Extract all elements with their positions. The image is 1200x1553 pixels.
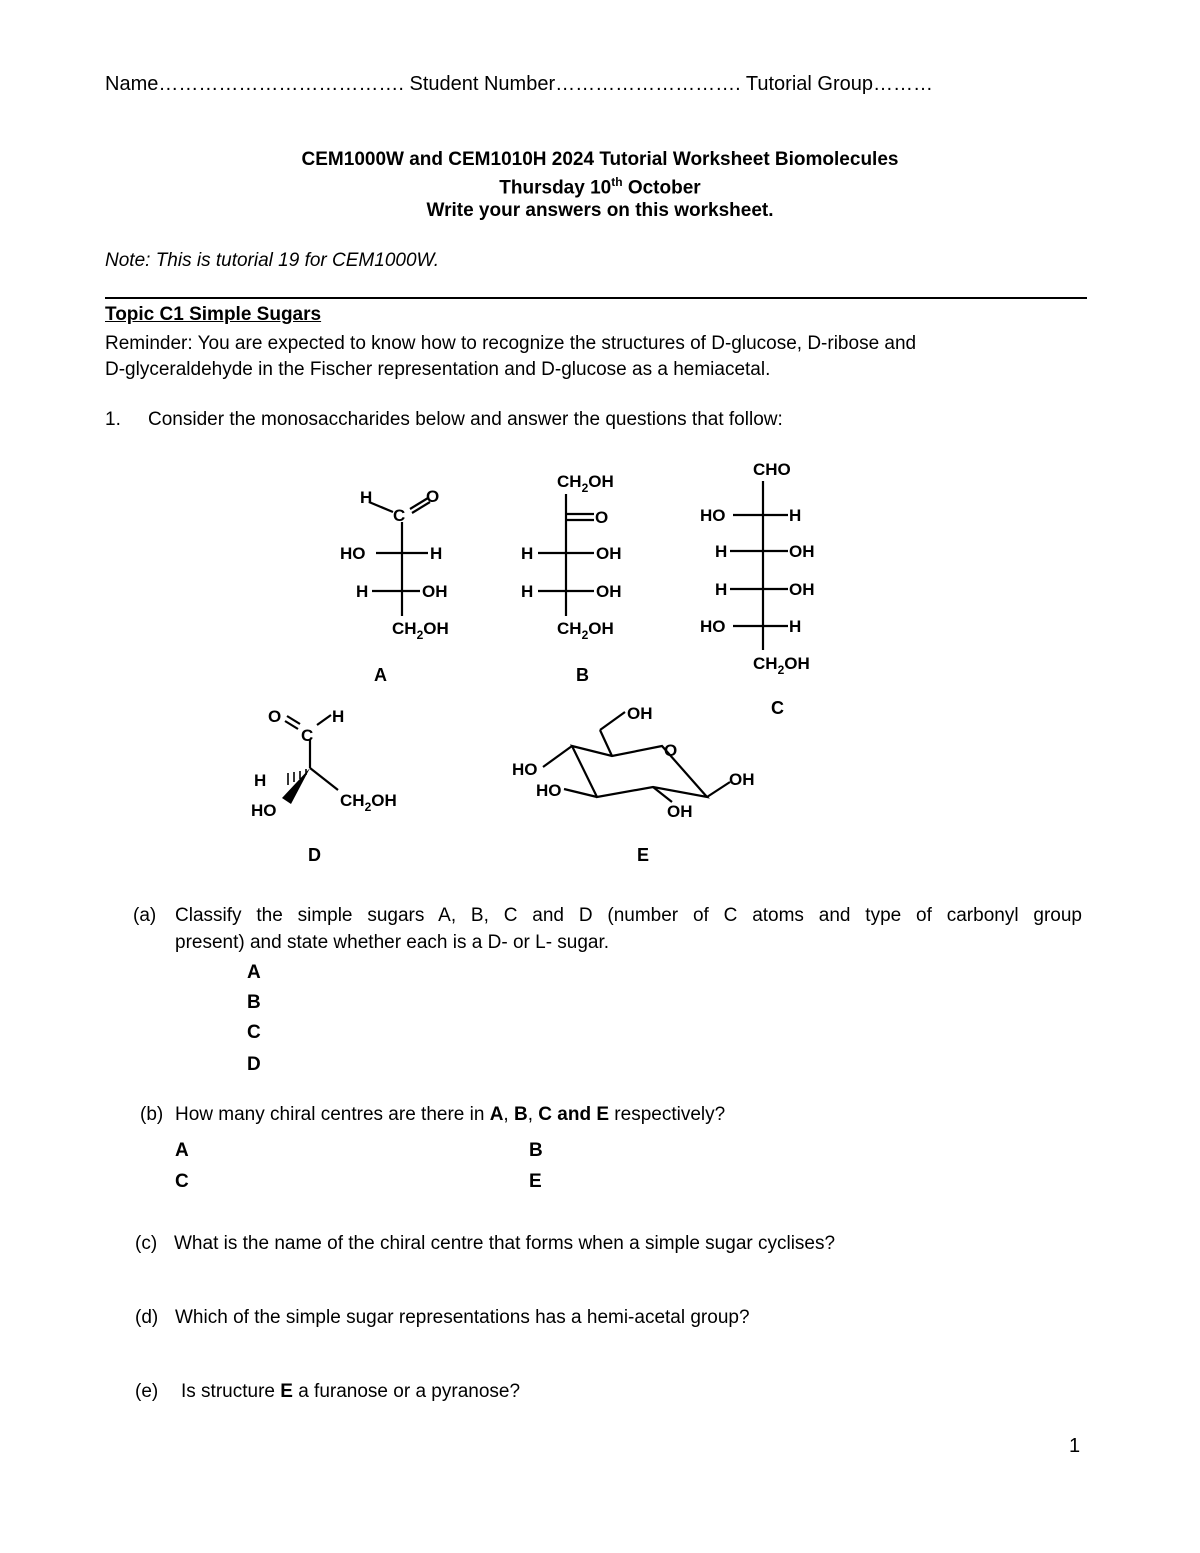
D-wedge-HO: HO <box>251 801 277 820</box>
C-row1-left: HO <box>700 506 726 525</box>
B-row2-left: H <box>521 582 534 601</box>
question-1-text: Consider the monosaccharides below and answer the questions that follow: <box>148 409 783 430</box>
D-label: D <box>308 845 321 865</box>
part-e-text-2: a furanose or a pyranose? <box>292 1381 521 1402</box>
part-b-answer-B: B <box>529 1140 543 1161</box>
B-label: B <box>576 665 589 685</box>
A-row1-right: H <box>430 544 443 563</box>
topic-heading: Topic C1 Simple Sugars <box>105 304 322 325</box>
reminder-line-1: Reminder: You are expected to know how to recognize the structures of D-glucose, D-ribose and <box>105 333 917 354</box>
C-row3-left: H <box>715 580 728 599</box>
part-b-bold-B: B <box>513 1104 528 1125</box>
B-ketone-O: O <box>595 508 609 527</box>
part-b-answer-A: A <box>175 1140 189 1161</box>
tutorial-group-field[interactable]: ……… <box>872 73 933 95</box>
A-row2-left: H <box>356 582 369 601</box>
C-row2-left: H <box>715 542 728 561</box>
part-b-bold-C-E: C and E <box>538 1104 610 1125</box>
part-d-question: Which of the simple sugar representations has a hemi-acetal group? <box>175 1307 750 1328</box>
part-c-label: (c) <box>135 1233 158 1254</box>
part-a-answer-A: A <box>247 962 261 983</box>
part-a-answer-C: C <box>247 1022 261 1043</box>
part-d-label: (d) <box>135 1307 159 1328</box>
part-e-label: (e) <box>135 1381 159 1402</box>
name-label: Name <box>105 73 159 95</box>
A-row1-left: HO <box>340 544 366 563</box>
part-b-question <box>175 1105 725 1124</box>
D-carbonyl-C: C <box>301 726 314 745</box>
part-c-question: What is the name of the chiral centre that forms when a simple sugar cyclises? <box>174 1233 836 1254</box>
E-top-OH: OH <box>627 704 653 723</box>
part-b-text-1: How many chiral centres are there in <box>175 1104 490 1125</box>
part-a-answer-B: B <box>247 992 261 1013</box>
C-row3-right: OH <box>789 580 815 599</box>
page-number: 1 <box>1069 1435 1081 1457</box>
D-carbonyl-O: O <box>268 707 282 726</box>
part-b-label: (b) <box>140 1104 164 1125</box>
E-label: E <box>637 845 650 865</box>
part-a-answer-D: D <box>247 1054 261 1075</box>
part-a-line-1: Classify the simple sugars A, B, C and D (number of C atoms and type of carbonyl group <box>175 905 1082 926</box>
B-row2-right: OH <box>596 582 622 601</box>
D-CH2OH: $CH_2OH$ <box>340 791 397 814</box>
document-title: CEM1000W and CEM1010H 2024 Tutorial Worksheet Biomolecules <box>301 149 899 170</box>
part-b-text-3: , <box>527 1104 539 1125</box>
C-label: C <box>771 698 784 718</box>
E-left-HO: HO <box>512 760 538 779</box>
B-row1-right: OH <box>596 544 622 563</box>
C-row1-right: H <box>789 506 802 525</box>
C-row2-right: OH <box>789 542 815 561</box>
tutorial-group-label: Tutorial Group <box>740 73 873 95</box>
part-a-text-line-2: present) and state whether each is a D- or L- sugar. <box>175 932 610 953</box>
A-top-H: H <box>360 488 373 507</box>
E-right-OH: OH <box>729 770 755 789</box>
A-bottom: $CH_2OH$ <box>392 619 449 642</box>
part-b-text-2: , <box>503 1104 514 1125</box>
document-instruction: Write your answers on this worksheet. <box>426 200 774 221</box>
E-bottom-OH: OH <box>667 802 693 821</box>
part-b-text-4: respectively? <box>609 1104 726 1125</box>
E-ring-O: O <box>664 741 678 760</box>
A-carbonyl-O: O <box>426 487 440 506</box>
question-1-number: 1. <box>105 409 121 430</box>
part-a-label: (a) <box>133 905 157 926</box>
name-field[interactable]: ………………………………. <box>158 73 404 95</box>
reminder-line-2: D-glyceraldehyde in the Fischer representation and D-glucose as a hemiacetal. <box>105 359 771 380</box>
part-b-answer-E: E <box>529 1171 542 1192</box>
date-ordinal: th <box>611 175 623 189</box>
B-top: $CH_2OH$ <box>557 472 614 495</box>
B-bottom: $CH_2OH$ <box>557 619 614 642</box>
student-number-field[interactable]: ………………………. <box>555 73 741 95</box>
A-carbonyl-C: C <box>393 506 406 525</box>
A-row2-right: OH <box>422 582 448 601</box>
part-b-bold-A: A <box>489 1104 504 1125</box>
part-e-question <box>181 1382 520 1401</box>
B-row1-left: H <box>521 544 534 563</box>
part-a-text-line-1 <box>175 903 1082 929</box>
C-bottom: $CH_2OH$ <box>753 654 810 677</box>
D-aldehyde-H: H <box>332 707 345 726</box>
C-row4-right: H <box>789 617 802 636</box>
part-e-text-1: Is structure <box>181 1381 281 1402</box>
tutorial-note: Note: This is tutorial 19 for CEM1000W. <box>105 250 440 271</box>
A-label: A <box>374 665 387 685</box>
part-e-bold-E: E <box>280 1381 293 1402</box>
date-day: Thursday 10 <box>499 177 612 199</box>
C-top: CHO <box>753 460 791 479</box>
C-row4-left: HO <box>700 617 726 636</box>
D-hashed-H: H <box>254 771 267 790</box>
part-b-answer-C: C <box>175 1171 189 1192</box>
student-number-label: Student Number <box>403 73 556 95</box>
E-mid-HO: HO <box>536 781 562 800</box>
date-month: October <box>622 177 701 199</box>
